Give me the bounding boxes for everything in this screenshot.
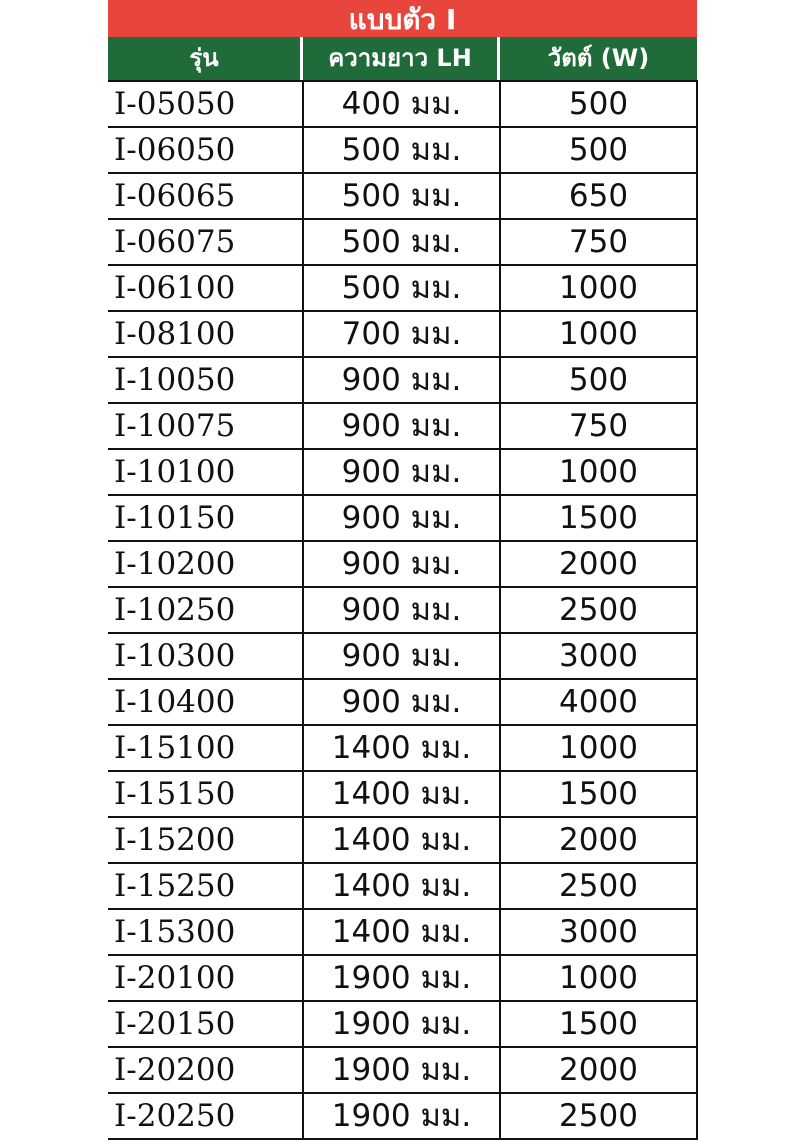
cell-length: 900 มม. [303,679,500,725]
cell-length: 500 มม. [303,173,500,219]
cell-length: 900 มม. [303,587,500,633]
cell-length: 900 มม. [303,633,500,679]
cell-model: I-20250 [108,1093,303,1139]
cell-model: I-10400 [108,679,303,725]
table-row [108,863,697,909]
cell-length: 1400 มม. [303,771,500,817]
table-title: แบบตัว I [108,0,697,37]
cell-model: I-06050 [108,127,303,173]
cell-model: I-10200 [108,541,303,587]
cell-length: 400 มม. [303,81,500,127]
column-header-watt: วัตต์ (W) [547,44,650,72]
table-row [108,771,697,817]
cell-watt: 1500 [500,771,697,817]
cell-length: 500 มม. [303,219,500,265]
column-header-model: รุ่น [108,37,303,80]
spec-sheet [108,0,697,1140]
cell-length: 1900 มม. [303,1001,500,1047]
table-row [108,173,697,219]
cell-length: 1900 มม. [303,955,500,1001]
cell-model: I-20150 [108,1001,303,1047]
cell-model: I-10100 [108,449,303,495]
table-row [108,817,697,863]
cell-length: 500 มม. [303,265,500,311]
spec-table-body [108,81,697,1139]
cell-length: 1400 มม. [303,817,500,863]
table-row [108,219,697,265]
cell-watt: 2500 [500,863,697,909]
cell-watt: 2500 [500,1093,697,1139]
cell-model: I-15300 [108,909,303,955]
cell-watt: 2000 [500,1047,697,1093]
cell-length: 1400 มม. [303,863,500,909]
cell-watt: 1000 [500,449,697,495]
cell-model: I-10300 [108,633,303,679]
cell-model: I-10150 [108,495,303,541]
table-row [108,403,697,449]
cell-model: I-06065 [108,173,303,219]
table-row [108,1001,697,1047]
cell-watt: 2000 [500,817,697,863]
table-row [108,1093,697,1139]
cell-watt: 750 [500,403,697,449]
cell-watt: 3000 [500,909,697,955]
table-row [108,495,697,541]
cell-length: 700 มม. [303,311,500,357]
table-row [108,541,697,587]
cell-watt: 1500 [500,1001,697,1047]
cell-length: 900 มม. [303,449,500,495]
table-row [108,357,697,403]
cell-length: 900 มม. [303,403,500,449]
cell-watt: 750 [500,219,697,265]
cell-watt: 500 [500,357,697,403]
table-row [108,909,697,955]
cell-model: I-10250 [108,587,303,633]
table-row [108,81,697,127]
table-row [108,679,697,725]
cell-model: I-05050 [108,81,303,127]
cell-model: I-15100 [108,725,303,771]
spec-table [108,80,698,1140]
cell-watt: 500 [500,81,697,127]
cell-watt: 1000 [500,725,697,771]
cell-model: I-15200 [108,817,303,863]
cell-length: 900 มม. [303,357,500,403]
cell-length: 1900 มม. [303,1047,500,1093]
cell-watt: 4000 [500,679,697,725]
table-row [108,725,697,771]
cell-watt: 650 [500,173,697,219]
cell-watt: 3000 [500,633,697,679]
cell-model: I-06075 [108,219,303,265]
column-header-length: ความยาว LH [303,37,500,80]
cell-length: 1900 มม. [303,1093,500,1139]
cell-model: I-15250 [108,863,303,909]
table-row [108,1047,697,1093]
cell-model: I-20200 [108,1047,303,1093]
cell-length: 1400 มม. [303,725,500,771]
cell-watt: 1000 [500,955,697,1001]
cell-model: I-10075 [108,403,303,449]
table-row [108,955,697,1001]
cell-length: 1400 มม. [303,909,500,955]
cell-watt: 2000 [500,541,697,587]
cell-watt: 1000 [500,265,697,311]
cell-length: 500 มม. [303,127,500,173]
cell-model: I-15150 [108,771,303,817]
cell-model: I-20100 [108,955,303,1001]
cell-model: I-08100 [108,311,303,357]
table-row [108,127,697,173]
table-row [108,311,697,357]
cell-watt: 2500 [500,587,697,633]
table-row [108,449,697,495]
cell-length: 900 มม. [303,495,500,541]
table-row [108,633,697,679]
table-row [108,265,697,311]
table-row [108,587,697,633]
cell-length: 900 มม. [303,541,500,587]
cell-watt: 1000 [500,311,697,357]
cell-model: I-06100 [108,265,303,311]
cell-watt: 500 [500,127,697,173]
header-row [108,37,697,80]
cell-watt: 1500 [500,495,697,541]
cell-model: I-10050 [108,357,303,403]
